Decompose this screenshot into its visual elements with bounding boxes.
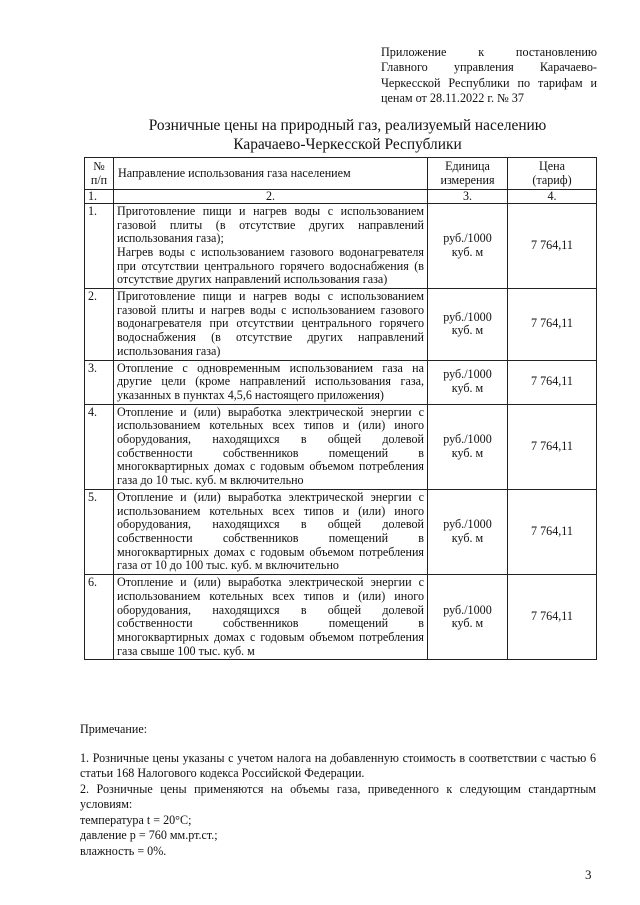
row-number: 5.	[85, 489, 114, 574]
row-description: Отопление и (или) выработка электрической энергии с использованием котельных всех типов и (или) иного оборудования, находящихся в общей долевой собственности собственников помещений в многоквартирных домах с годовым объемом потребления газа от 10 до 100 тыс. куб. м включительно	[114, 489, 428, 574]
row-unit: руб./1000 куб. м	[428, 575, 508, 660]
index-cell: 3.	[428, 189, 508, 203]
row-number: 6.	[85, 575, 114, 660]
header-price: Цена (тариф)	[508, 158, 597, 190]
annex-line: ценам от 28.11.2022 г. № 37	[381, 90, 524, 105]
document-title	[80, 116, 615, 154]
row-number: 4.	[85, 404, 114, 489]
row-description: Отопление и (или) выработка электрической энергии с использованием котельных всех типов и (или) иного оборудования, находящихся в общей долевой собственности собственников помещений в многоквартирных домах с годовым объемом потребления газа до 10 тыс. куб. м включительно	[114, 404, 428, 489]
row-price: 7 764,11	[508, 489, 597, 574]
note-pressure: давление p = 760 мм.рт.ст.;	[80, 828, 218, 842]
row-number: 1.	[85, 203, 114, 288]
row-unit: руб./1000 куб. м	[428, 360, 508, 404]
row-unit: руб./1000 куб. м	[428, 289, 508, 361]
note-2: 2. Розничные цены применяются на объемы газа, приведенного к следующим стандартным условиям:	[80, 781, 596, 811]
table-row	[85, 404, 597, 489]
annex-line: Черкесской Республики по тарифам и	[381, 75, 597, 90]
row-price: 7 764,11	[508, 360, 597, 404]
row-unit: руб./1000 куб. м	[428, 203, 508, 288]
header-num: № п/п	[85, 158, 114, 190]
row-price: 7 764,11	[508, 404, 597, 489]
header-unit: Единица измерения	[428, 158, 508, 190]
row-number: 3.	[85, 360, 114, 404]
row-description: Отопление с одновременным использованием газа на другие цели (кроме направлений использования газа, указанных в пунктах 4,5,6 настоящего приложения)	[114, 360, 428, 404]
row-price: 7 764,11	[508, 289, 597, 361]
row-description: Приготовление пищи и нагрев воды с использованием газовой плиты (в отсутствие других направлений использования газа); Нагрев воды с использованием газового водонагревателя при отсутствии центрального горячего водоснабжения (в отсутствие других направлений использования газа)	[114, 203, 428, 288]
table-row	[85, 289, 597, 361]
notes-section	[80, 722, 596, 859]
notes-heading: Примечание:	[80, 722, 148, 736]
row-number: 2.	[85, 289, 114, 361]
row-unit: руб./1000 куб. м	[428, 489, 508, 574]
note-humidity: влажность = 0%.	[80, 843, 167, 858]
row-price: 7 764,11	[508, 575, 597, 660]
title-line-2: Карачаево-Черкесской Республики	[233, 136, 462, 153]
table-row	[85, 203, 597, 288]
note-temperature: температура t = 20°C;	[80, 812, 192, 827]
table-row	[85, 360, 597, 404]
annex-line: Приложение к постановлению	[381, 45, 597, 59]
row-unit: руб./1000 куб. м	[428, 404, 508, 489]
index-row	[85, 189, 597, 203]
title-line-1: Розничные цены на природный газ, реализуемый населению	[148, 117, 547, 134]
index-cell: 2.	[114, 189, 428, 203]
note-1: 1. Розничные цены указаны с учетом налога на добавленную стоимость в соответствии с частью 6 статьи 168 Налогового кодекса Российской Федерации.	[80, 750, 596, 780]
table-row	[85, 489, 597, 574]
annex-header	[381, 45, 597, 106]
row-description: Приготовление пищи и нагрев воды с использованием газовой плиты и нагрев воды с использованием газового водонагревателя при отсутствии центрального горячего водоснабжения (в отсутствие других направлений использования газа)	[114, 289, 428, 361]
row-price: 7 764,11	[508, 203, 597, 288]
price-table	[84, 157, 597, 660]
table-header-row	[85, 158, 597, 190]
header-direction: Направление использования газа населением	[114, 158, 428, 190]
page-number: 3	[585, 867, 592, 882]
annex-line: Главного управления Карачаево-	[381, 60, 597, 75]
index-cell: 4.	[508, 189, 597, 203]
index-cell: 1.	[85, 189, 114, 203]
table-row	[85, 575, 597, 660]
row-description: Отопление и (или) выработка электрической энергии с использованием котельных всех типов и (или) иного оборудования, находящихся в общей долевой собственности собственников помещений в многоквартирных домах с годовым объемом потребления газа свыше 100 тыс. куб. м	[114, 575, 428, 660]
